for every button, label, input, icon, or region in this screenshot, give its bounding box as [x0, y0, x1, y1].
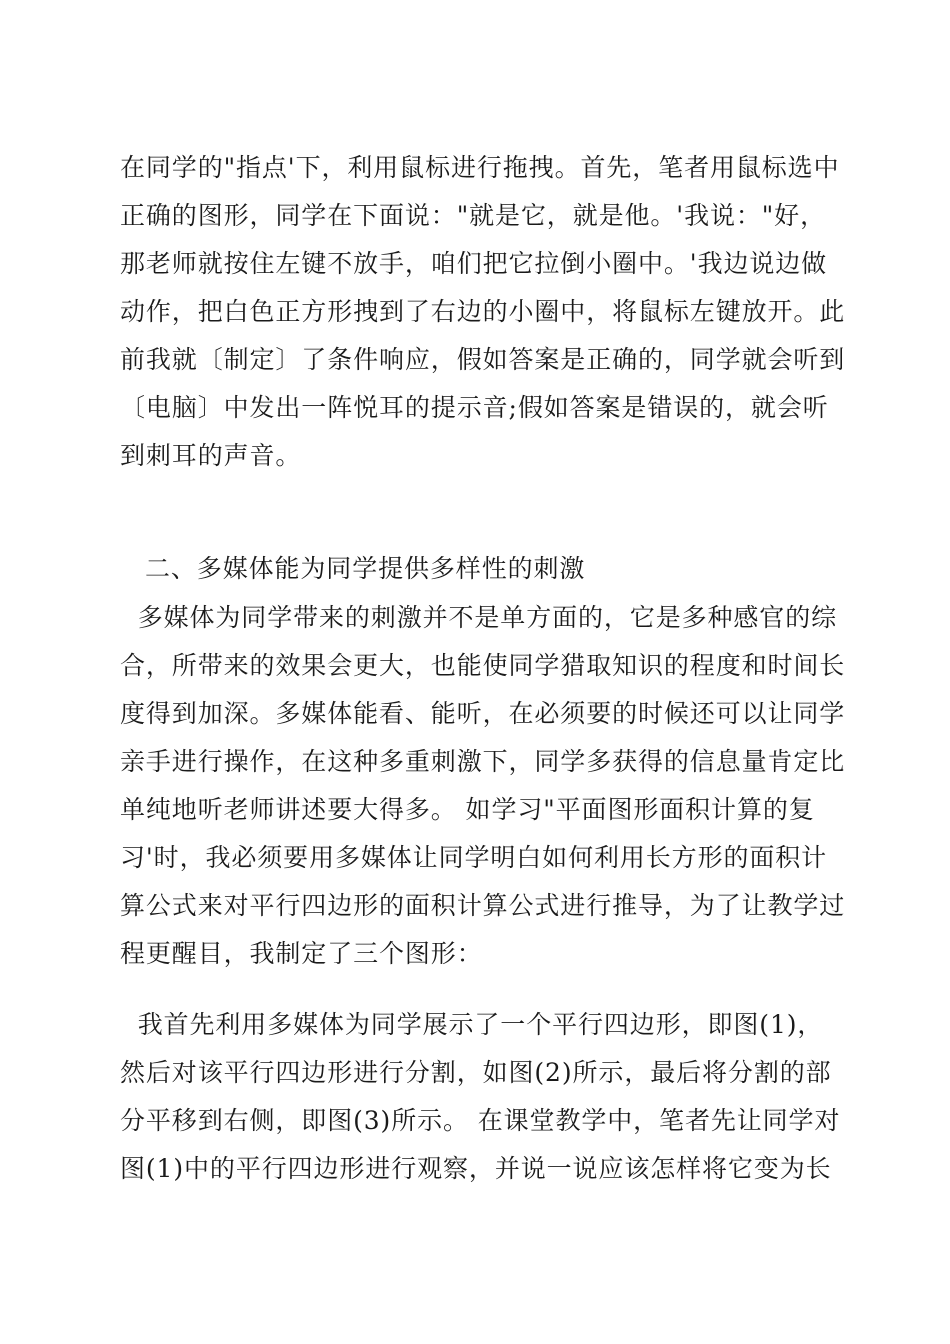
text-line: 亲手进行操作，在这种多重刺激下，同学多获得的信息量肯定比: [120, 747, 846, 776]
text-line: 习'时，我必须要用多媒体让同学明白如何利用长方形的面积计: [120, 843, 828, 872]
text-line: 然后对该平行四边形进行分割，如图(2)所示，最后将分割的部: [120, 1058, 832, 1087]
text-line: 〔电脑〕中发出一阵悦耳的提示音;假如答案是错误的，就会听: [120, 393, 829, 422]
section-heading-text: 二、多媒体能为同学提供多样性的刺激: [145, 554, 586, 583]
text-line: 在同学的"指点'下，利用鼠标进行拖拽。首先，笔者用鼠标选中: [120, 153, 840, 182]
text-line: 分平移到右侧，即图(3)所示。 在课堂教学中，笔者先让同学对: [120, 1106, 841, 1135]
text-line: 前我就〔制定〕了条件响应，假如答案是正确的，同学就会听到: [120, 345, 846, 374]
text-line: 多媒体为同学带来的刺激并不是单方面的，它是多种感官的综: [120, 603, 837, 632]
section-heading: [145, 545, 860, 593]
text-line: 到刺耳的声音。: [120, 441, 302, 470]
text-line: 那老师就按住左键不放手，咱们把它拉倒小圈中。'我边说边做: [120, 249, 828, 278]
text-line: 我首先利用多媒体为同学展示了一个平行四边形，即图(1)，: [120, 1010, 824, 1039]
paragraph-multimedia-stimulus: [120, 594, 846, 978]
paragraph-drag-demo: [120, 144, 846, 480]
text-line: 程更醒目，我制定了三个图形：: [120, 939, 483, 968]
text-line: 图(1)中的平行四边形进行观察，并说一说应该怎样将它变为长: [120, 1154, 832, 1183]
paragraph-parallelogram-figures: [120, 1001, 841, 1193]
text-line: 算公式来对平行四边形的面积计算公式进行推导，为了让教学过: [120, 891, 846, 920]
text-line: 单纯地听老师讲述要大得多。 如学习"平面图形面积计算的复: [120, 795, 815, 824]
text-line: 正确的图形，同学在下面说："就是它，就是他。'我说："好，: [120, 201, 826, 230]
text-line: 动作，把白色正方形拽到了右边的小圈中，将鼠标左键放开。此: [120, 297, 846, 326]
text-line: 合，所带来的效果会更大，也能使同学猎取知识的程度和时间长: [120, 651, 846, 680]
text-line: 度得到加深。多媒体能看、能听，在必须要的时候还可以让同学: [120, 699, 846, 728]
